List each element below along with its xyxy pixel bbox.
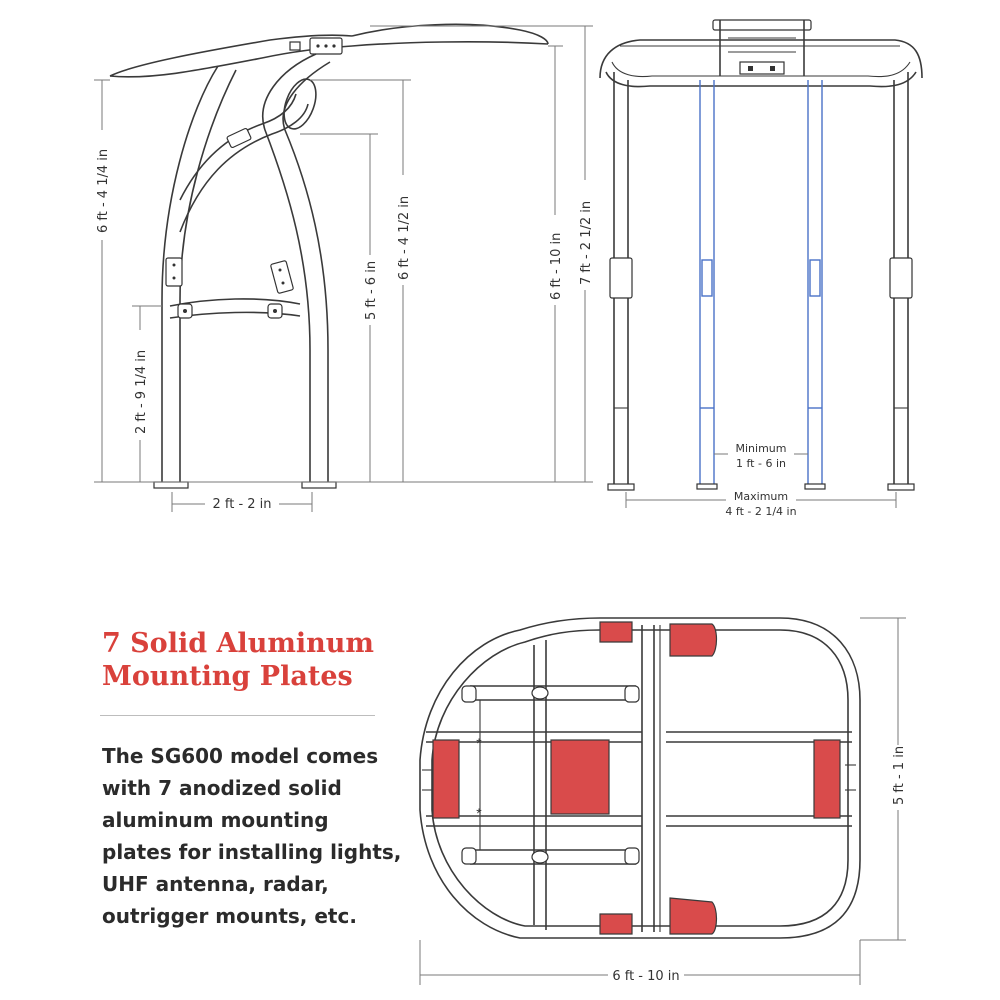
feature-description <box>102 740 402 932</box>
side-rear-leg <box>162 66 236 482</box>
front-top-frame <box>600 20 922 87</box>
top-outer-frame <box>420 618 860 938</box>
feature-body-line: aluminum mounting <box>102 808 329 832</box>
dim-base-depth: 2 ft - 2 in <box>212 497 272 512</box>
feature-body-line: UHF antenna, radar, <box>102 872 329 896</box>
mounting-plate <box>670 898 717 934</box>
mounting-plate <box>600 622 632 642</box>
mounting-plate <box>814 740 840 818</box>
svg-text:*: * <box>476 735 482 751</box>
top-view <box>420 618 907 985</box>
mounting-plate <box>433 740 459 818</box>
feature-body-line: outrigger mounts, etc. <box>102 904 357 928</box>
side-horizontal-brace <box>170 299 300 318</box>
side-view <box>94 24 594 513</box>
feature-title-line: 7 Solid Aluminum <box>102 628 374 659</box>
mounting-plate <box>670 624 717 656</box>
feature-title-line: Mounting Plates <box>102 661 353 692</box>
dim-clearance-height: 5 ft - 6 in <box>364 260 379 320</box>
max-value: 4 ft - 2 1/4 in <box>725 505 797 518</box>
min-value: 1 ft - 6 in <box>736 457 786 470</box>
min-label: Minimum <box>735 442 787 455</box>
dim-total-height: 7 ft - 2 1/2 in <box>579 200 594 285</box>
dim-brace-height: 2 ft - 9 1/4 in <box>134 349 149 434</box>
dim-frame-height: 6 ft - 4 1/2 in <box>397 195 412 280</box>
mounting-plate <box>551 740 609 814</box>
max-label: Maximum <box>733 490 789 503</box>
front-view <box>600 20 922 518</box>
side-base-plate-front <box>302 482 336 488</box>
feature-divider <box>100 715 375 716</box>
feature-body-line: with 7 anodized solid <box>102 776 342 800</box>
side-base-plate-rear <box>154 482 188 488</box>
front-adjust-left <box>697 80 717 489</box>
side-front-leg <box>263 54 330 482</box>
dim-top-width: 6 ft - 10 in <box>612 969 680 984</box>
front-left-leg <box>608 72 634 490</box>
front-right-leg <box>888 72 914 490</box>
mounting-plates <box>433 622 840 934</box>
dim-top-height: 6 ft - 10 in <box>549 232 564 300</box>
feature-body-line: The SG600 model comes <box>102 744 379 768</box>
feature-body-line: plates for installing lights, <box>102 840 402 864</box>
feature-title <box>102 627 402 693</box>
dim-overall-height: 6 ft - 4 1/4 in <box>96 148 111 233</box>
svg-text:*: * <box>476 805 482 821</box>
dim-top-depth: 5 ft - 1 in <box>892 745 907 805</box>
side-canopy <box>110 24 548 77</box>
mounting-plate <box>600 914 632 934</box>
front-adjust-right <box>805 80 825 489</box>
